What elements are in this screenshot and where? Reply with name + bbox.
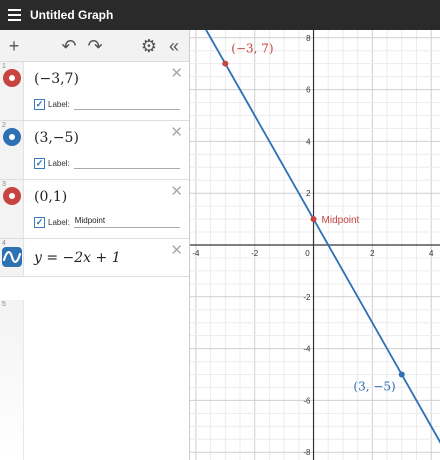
point-color-icon[interactable] — [3, 187, 21, 205]
expression-number: 3 — [2, 181, 6, 188]
settings-icon[interactable]: ⚙ — [140, 35, 158, 56]
empty-expression-gutter — [0, 300, 24, 460]
point-label: Midpoint — [321, 215, 360, 227]
delete-expression-icon[interactable]: ✕ — [170, 65, 183, 82]
expression-number: 4 — [2, 240, 6, 247]
x-tick-label: -4 — [192, 249, 200, 258]
expression-number: 5 — [2, 301, 6, 308]
delete-expression-icon[interactable]: ✕ — [170, 183, 183, 200]
delete-expression-icon[interactable]: ✕ — [170, 124, 183, 141]
line-color-icon[interactable] — [2, 247, 22, 267]
y-tick-label: -8 — [303, 448, 311, 458]
x-tick-label: 2 — [370, 249, 375, 258]
expression-row-3[interactable] — [0, 180, 189, 239]
menu-icon[interactable] — [0, 0, 26, 30]
label-caption: Label: — [48, 217, 70, 227]
label-checkbox[interactable]: ✓ — [35, 216, 44, 227]
expression-row-1[interactable] — [0, 62, 189, 121]
collapse-panel-icon[interactable]: « — [168, 35, 179, 56]
x-tick-label: 4 — [428, 249, 434, 258]
label-option — [34, 98, 180, 110]
expression-row-4[interactable] — [0, 239, 189, 277]
label-input[interactable] — [74, 98, 180, 110]
graph-canvas[interactable] — [190, 30, 440, 460]
expression-math[interactable]: (3,−5) — [34, 130, 79, 146]
expression-number: 1 — [2, 63, 6, 70]
y-tick-label: 6 — [306, 85, 311, 95]
y-tick-label: -6 — [303, 396, 311, 406]
point-label: (3, −5) — [353, 379, 396, 394]
graph-svg[interactable] — [190, 30, 440, 460]
graph-title[interactable]: Untitled Graph — [30, 8, 114, 22]
y-tick-label: -4 — [303, 344, 311, 354]
expression-number: 2 — [2, 122, 6, 129]
delete-expression-icon[interactable]: ✕ — [170, 242, 183, 259]
redo-icon[interactable]: ↷ — [87, 35, 103, 56]
y-tick-label: 4 — [306, 137, 311, 147]
y-tick-label: 8 — [306, 33, 311, 43]
x-tick-label: -2 — [251, 249, 259, 258]
point-marker — [222, 61, 228, 67]
point-color-icon[interactable] — [3, 128, 21, 146]
expression-row-2[interactable] — [0, 121, 189, 180]
title-bar — [0, 0, 440, 30]
expression-panel — [0, 30, 190, 460]
label-input[interactable] — [74, 157, 180, 169]
point-label: (−3, 7) — [231, 41, 274, 56]
label-checkbox[interactable]: ✓ — [35, 98, 44, 109]
undo-icon[interactable]: ↶ — [61, 35, 77, 56]
label-checkbox[interactable]: ✓ — [35, 157, 44, 168]
label-input[interactable]: Midpoint — [74, 216, 180, 228]
point-color-icon[interactable] — [3, 69, 21, 87]
label-option — [34, 216, 180, 228]
expression-math[interactable]: (−3,7) — [34, 71, 79, 87]
y-tick-label: -2 — [303, 292, 311, 302]
point-marker — [399, 372, 405, 378]
add-expression-icon[interactable]: + — [8, 35, 20, 56]
point-marker — [311, 216, 317, 222]
y-tick-label: 2 — [306, 189, 311, 199]
label-caption: Label: — [48, 99, 70, 109]
label-caption: Label: — [48, 158, 70, 168]
label-option — [34, 157, 180, 169]
x-tick-label: 0 — [305, 249, 310, 258]
expression-math[interactable]: (0,1) — [34, 189, 68, 205]
expression-math[interactable]: y = −2x + 1 — [34, 250, 121, 266]
expression-toolbar — [0, 30, 189, 62]
